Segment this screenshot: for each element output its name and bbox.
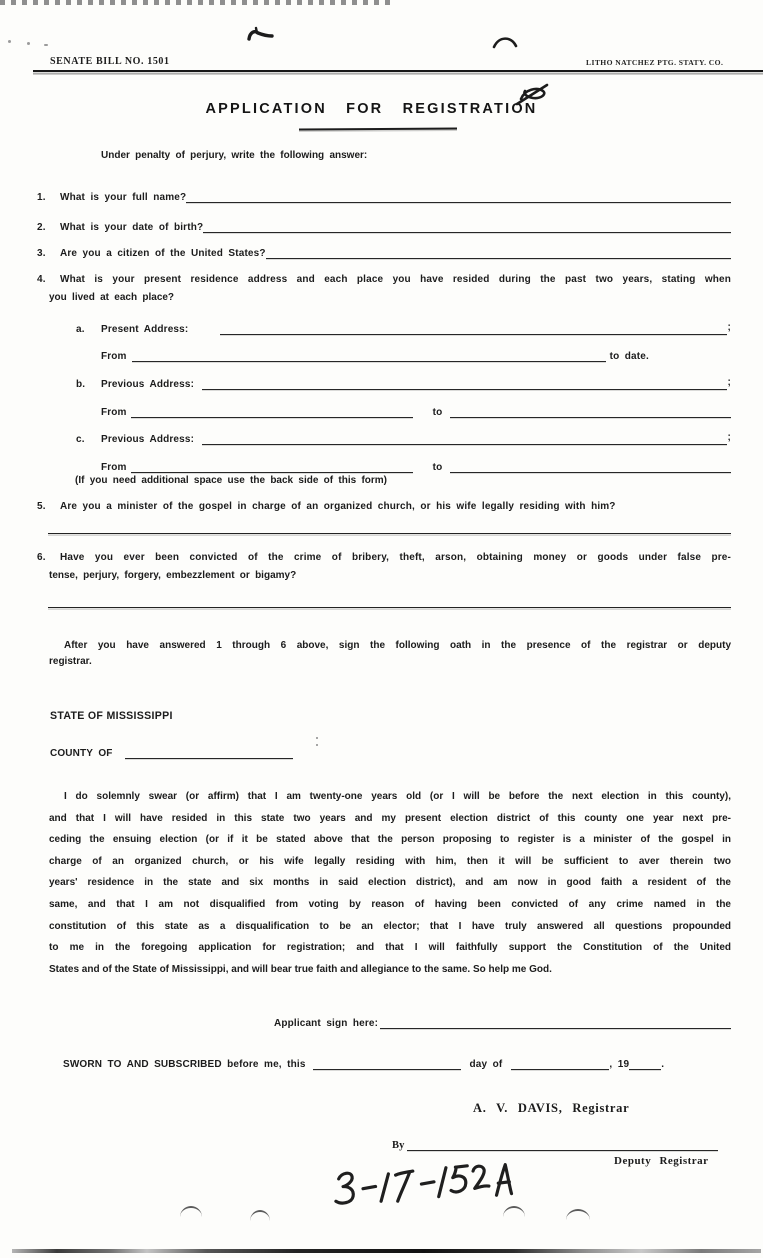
question-6-row	[37, 549, 731, 563]
oath-instruction-line2: registrar.	[49, 656, 92, 667]
blank-line-county	[125, 745, 293, 759]
question-number: 5.	[37, 501, 46, 512]
title-underline	[299, 127, 457, 130]
question-text: What is your present residence address and each place you have resided during the past two years, stating when	[60, 274, 731, 285]
oath-line: States and of the State of Mississippi, and will bear true faith and allegiance to the same. So help me God.	[49, 963, 552, 975]
scan-artifact-arc-icon	[566, 1209, 590, 1220]
oath-line: to me in the foregoing application for registration; and that I will faithfully support the Constitution of the United	[49, 942, 731, 954]
applicant-sign-label: Applicant sign here:	[274, 1018, 379, 1029]
scan-speck	[8, 40, 11, 43]
blank-line-from-b	[131, 404, 413, 418]
by-label: By	[392, 1140, 405, 1151]
year-prefix: , 19	[609, 1059, 630, 1070]
oath-line: years' residence in the state and six months in said election district), and am now in good faith a resident of the	[49, 877, 731, 889]
oath-line: same, and that I am not disqualified from voting by reason of having been convicted of any crime named in the	[49, 898, 731, 910]
line-terminator: ;	[727, 322, 731, 333]
oath-line: I do solemnly swear (or affirm) that I am twenty-one years old (or I will be before the next election in this county),	[64, 791, 731, 802]
question-text: Have you ever been convicted of the crime of bribery, theft, arson, obtaining money or goods under false pre-	[60, 552, 731, 563]
header-rule	[33, 70, 763, 72]
question-1-row	[37, 188, 731, 203]
county-row	[50, 744, 300, 759]
blank-line-month	[511, 1056, 609, 1070]
question-2-row	[37, 218, 731, 233]
handwritten-code	[327, 1157, 519, 1211]
instruction-line: Under penalty of perjury, write the following answer:	[101, 150, 368, 161]
to-label: to	[432, 407, 443, 418]
scan-edge-line	[12, 1249, 761, 1253]
question-text: What is your date of birth?	[60, 222, 204, 233]
to-label: to	[432, 462, 443, 473]
blank-line-to-b	[450, 404, 731, 418]
sub-item-letter: c.	[76, 434, 85, 445]
registrar-name: A. V. DAVIS, Registrar	[473, 1101, 630, 1115]
blank-line-birth-date	[203, 219, 731, 233]
scan-edge-dashes	[0, 0, 392, 5]
sub-item-letter: b.	[76, 379, 86, 390]
scan-speck	[316, 737, 318, 746]
blank-line-to-c	[450, 459, 731, 473]
state-heading: STATE OF MISSISSIPPI	[50, 710, 173, 722]
sentence-period: .	[661, 1059, 665, 1070]
question-number: 2.	[37, 222, 46, 233]
form-title: APPLICATION FOR REGISTRATION	[205, 101, 538, 117]
blank-line-citizen	[266, 245, 731, 259]
question-number: 6.	[37, 552, 46, 563]
county-label: COUNTY OF	[50, 748, 113, 759]
oath-line: ceding the ensuing election (or if it be stated above that the person proposing to register is a minister of the gospel in	[49, 834, 731, 846]
question-number: 1.	[37, 192, 46, 203]
present-address-dates-row	[101, 347, 731, 362]
present-address-row	[76, 320, 731, 335]
address-label: Previous Address:	[101, 379, 195, 390]
blank-line-previous-address-b	[202, 376, 726, 390]
blank-line-answer-6	[48, 607, 731, 608]
printer-credit: LITHO NATCHEZ PTG. STATY. CO.	[586, 58, 724, 67]
blank-line-day	[313, 1056, 461, 1070]
oath-line: constitution of this state as a disqualification to be an elector; that I have truly answered all questions propounded	[49, 920, 731, 932]
previous-address-b-row	[76, 375, 731, 390]
handwritten-scribble-icon	[514, 79, 552, 109]
blank-line-year	[629, 1056, 661, 1070]
scan-artifact-arc-icon	[503, 1206, 525, 1217]
oath-instruction-line1: After you have answered 1 through 6 above, sign the following oath in the presence of the registrar or deputy	[64, 640, 731, 651]
question-3-row	[37, 244, 731, 259]
blank-line-deputy-signature	[407, 1139, 718, 1151]
blank-line-from-c	[131, 459, 413, 473]
senate-bill-number: SENATE BILL NO. 1501	[50, 56, 170, 67]
question-number: 4.	[37, 274, 46, 285]
blank-line-from-date	[132, 348, 606, 362]
question-text: Are you a minister of the gospel in charge of an organized church, or his wife legally residing with him?	[60, 501, 616, 512]
previous-address-c-dates-row	[101, 458, 731, 473]
previous-address-c-row	[76, 430, 731, 445]
oath-paragraph	[49, 786, 731, 980]
blank-line-full-name	[186, 189, 731, 203]
to-date-label: to date.	[609, 351, 649, 362]
sworn-row	[63, 1055, 703, 1070]
sub-item-letter: a.	[76, 324, 85, 335]
previous-address-b-dates-row	[101, 403, 731, 418]
question-4-row	[37, 271, 731, 285]
blank-line-previous-address-c	[202, 431, 726, 445]
blank-line-applicant-signature	[380, 1015, 731, 1029]
line-terminator: ;	[727, 377, 731, 388]
from-label: From	[101, 407, 127, 418]
question-4-continuation: you lived at each place?	[49, 292, 175, 303]
question-5-row	[37, 497, 731, 512]
sworn-label: SWORN TO AND SUBSCRIBED before me, this	[63, 1059, 306, 1070]
oath-line: charge of an organized church, or his wife legally residing with him, then it will be sufficient to aver therein two	[49, 855, 731, 867]
question-number: 3.	[37, 248, 46, 259]
address-label: Present Address:	[101, 324, 189, 335]
from-label: From	[101, 351, 127, 362]
day-of-label: day of	[469, 1059, 503, 1070]
from-label: From	[101, 462, 127, 473]
scan-speck	[44, 44, 48, 46]
scan-artifact-arc-icon	[180, 1206, 202, 1217]
line-terminator: ;	[727, 432, 731, 443]
additional-space-note: (If you need additional space use the back side of this form)	[75, 475, 387, 486]
by-row	[392, 1139, 718, 1151]
blank-line-answer-5	[48, 533, 731, 534]
scan-speck	[27, 42, 30, 45]
scan-artifact-arc-icon	[250, 1210, 270, 1221]
scan-artifact-arc-icon	[492, 34, 518, 50]
oath-line: and that I will have resided in this state two years and my present election district of this county one year next pre-	[49, 812, 731, 824]
question-text: Are you a citizen of the United States?	[60, 248, 266, 259]
question-text: What is your full name?	[60, 192, 187, 203]
question-6-continuation: tense, perjury, forgery, embezzlement or bigamy?	[49, 570, 297, 581]
address-label: Previous Address:	[101, 434, 195, 445]
deputy-registrar-label: Deputy Registrar	[614, 1155, 709, 1167]
applicant-signature-row	[274, 1014, 731, 1029]
scan-artifact-hook-icon	[246, 26, 274, 44]
blank-line-present-address	[220, 321, 726, 335]
